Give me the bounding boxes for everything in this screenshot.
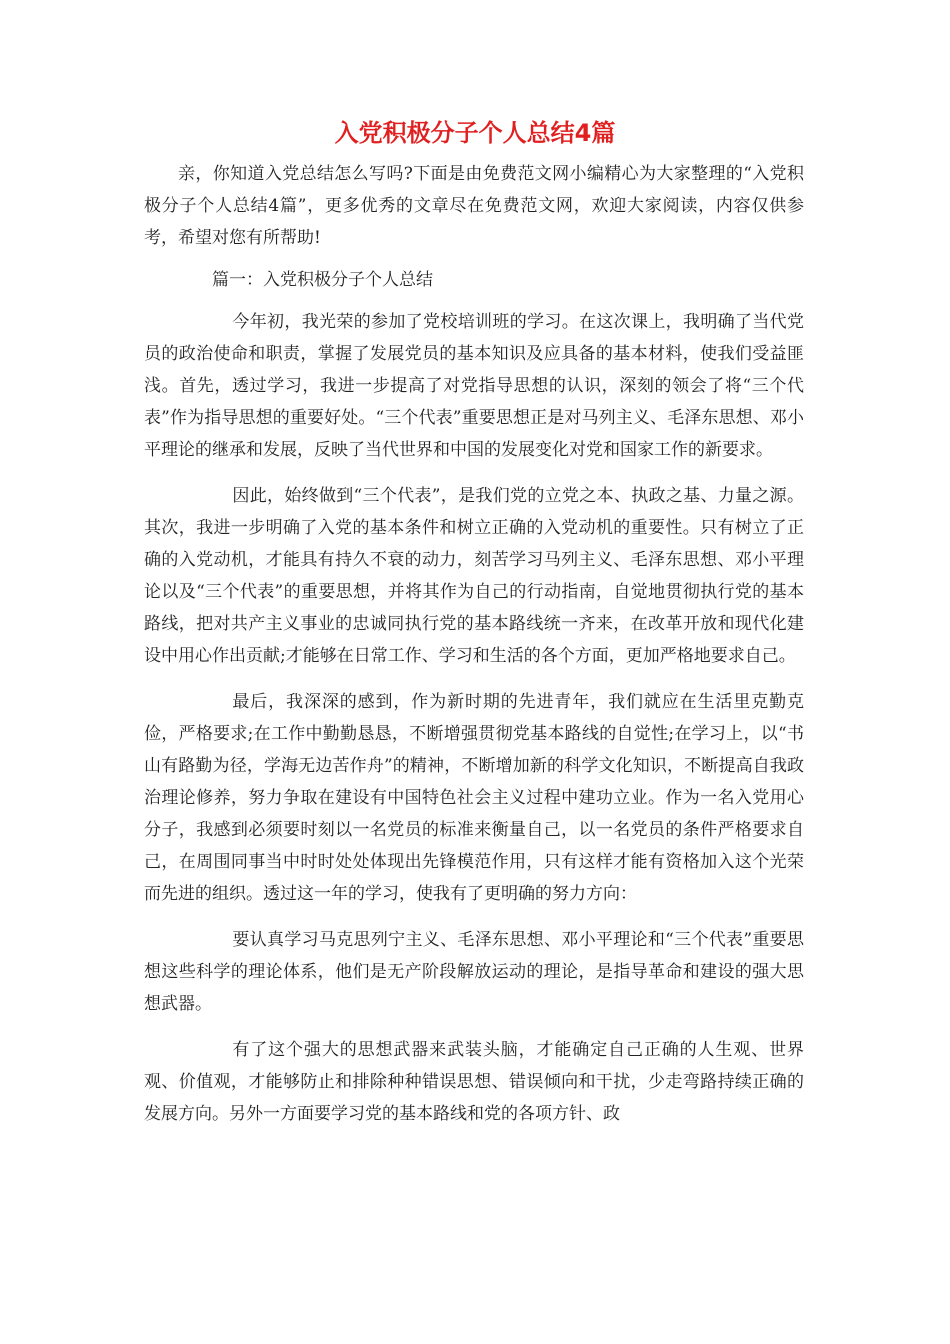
- document-title: 入党积极分子个人总结4篇: [334, 119, 616, 147]
- body-paragraph-4: 要认真学习马克思列宁主义、毛泽东思想、邓小平理论和“三个代表”重要思想这些科学的理论体系，他们是无产阶段解放运动的理论，是指导革命和建设的强大思想武器。: [144, 930, 804, 1014]
- section-heading: 篇一：入党积极分子个人总结: [212, 270, 433, 290]
- intro-paragraph: 亲，你知道入党总结怎么写吗?下面是由免费范文网小编精心为大家整理的“入党积极分子个人总结4篇”，更多优秀的文章尽在免费范文网，欢迎大家阅读，内容仅供参考，希望对您有所帮助!: [144, 164, 804, 248]
- body-paragraph-5: 有了这个强大的思想武器来武装头脑，才能确定自己正确的人生观、世界观、价值观，才能够防止和排除种种错误思想、错误倾向和干扰，少走弯路持续正确的发展方向。另外一方面要学习党的基本路线和党的各项方针、政: [144, 1040, 804, 1124]
- body-paragraph-2: 因此，始终做到“三个代表”，是我们党的立党之本、执政之基、力量之源。其次，我进一步明确了入党的基本条件和树立正确的入党动机的重要性。只有树立了正确的入党动机，才能具有持久不衰的动力，刻苦学习马列主义、毛泽东思想、邓小平理论以及“三个代表”的重要思想，并将其作为自己的行动指南，自觉地贯彻执行党的基本路线，把对共产主义事业的忠诚同执行党的基本路线统一齐来，在改革开放和现代化建设中用心作出贡献;才能够在日常工作、学习和生活的各个方面，更加严格地要求自己。: [144, 486, 804, 666]
- document-body: [144, 158, 804, 1144]
- body-paragraph-3: 最后，我深深的感到，作为新时期的先进青年，我们就应在生活里克勤克俭，严格要求;在工作中勤勤恳恳，不断增强贯彻党基本路线的自觉性;在学习上，以“书山有路勤为径，学海无边苦作舟”的精神，不断增加新的科学文化知识，不断提高自我政治理论修养，努力争取在建设有中国特色社会主义过程中建功立业。作为一名入党用心分子，我感到必须要时刻以一名党员的标准来衡量自己，以一名党员的条件严格要求自己，在周围同事当中时时处处体现出先锋模范作用，只有这样才能有资格加入这个光荣而先进的组织。透过这一年的学习，使我有了更明确的努力方向：: [144, 692, 804, 904]
- body-paragraph-1: 今年初，我光荣的参加了党校培训班的学习。在这次课上，我明确了当代党员的政治使命和职责，掌握了发展党员的基本知识及应具备的基本材料，使我们受益匪浅。首先，透过学习，我进一步提高了对党指导思想的认识，深刻的领会了将“三个代表”作为指导思想的重要好处。“三个代表”重要思想正是对马列主义、毛泽东思想、邓小平理论的继承和发展，反映了当代世界和中国的发展变化对党和国家工作的新要求。: [144, 312, 804, 460]
